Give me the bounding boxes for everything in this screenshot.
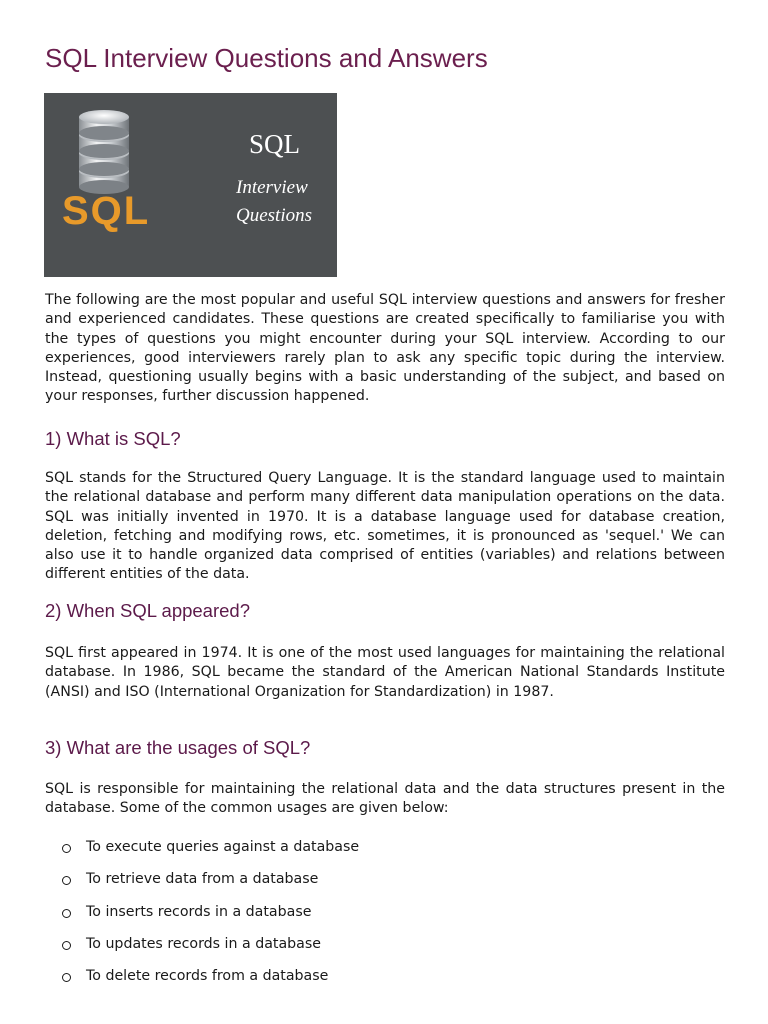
banner-logo-text: SQL	[62, 189, 151, 233]
sql-banner-image	[44, 93, 337, 277]
intro-paragraph: The following are the most popular and useful SQL interview questions and answers for fresher and experienced candidates. These questions are created specifically to familiarise you with the types of questions you might encounter during your SQL interview. According to our experiences, good interviewers rarely plan to ask any specific topic during the interview. Instead, questioning usually begins with a basic understanding of the subject, and based on your responses, further discussion happened.	[45, 292, 725, 405]
circle-bullet-icon	[62, 973, 71, 982]
circle-bullet-icon	[62, 844, 71, 853]
circle-bullet-icon	[62, 876, 71, 885]
list-item-text: To delete records from a database	[86, 968, 329, 985]
section-heading-what-is-sql: 1) What is SQL?	[45, 428, 181, 449]
banner-subtitle-line2: Questions	[236, 205, 312, 226]
section-heading-when-sql-appeared: 2) When SQL appeared?	[45, 600, 250, 621]
list-item	[62, 868, 702, 900]
list-item-text: To retrieve data from a database	[86, 871, 319, 888]
list-item-text: To execute queries against a database	[86, 839, 360, 855]
list-item	[62, 933, 702, 965]
section-paragraph-usages-of-sql: SQL is responsible for maintaining the relational data and the data structures present in the database. Some of the common usages are given below:	[45, 781, 725, 817]
section-heading-usages-of-sql: 3) What are the usages of SQL?	[45, 737, 311, 758]
page-title: SQL Interview Questions and Answers	[45, 43, 488, 73]
list-item	[62, 836, 702, 868]
usage-list	[62, 836, 702, 997]
list-item-text: To updates records in a database	[86, 935, 321, 952]
list-item	[62, 965, 702, 997]
section-paragraph-what-is-sql: SQL stands for the Structured Query Language. It is the standard language used to maintain the relational database and perform many different data manipulation operations on the data. SQL was initially invented in 1970. It is a database language used for database creation, deletion, fetching and modifying rows, etc. sometimes, it is pronounced as 'sequel.' We can also use it to handle organized data comprised of entities (variables) and relations between different entities of the data.	[45, 470, 725, 583]
circle-bullet-icon	[62, 941, 71, 950]
banner-title: SQL	[249, 129, 301, 159]
circle-bullet-icon	[62, 909, 71, 918]
list-item-text: To inserts records in a database	[86, 903, 312, 920]
list-item	[62, 901, 702, 933]
banner-subtitle-line1: Interview	[236, 177, 308, 198]
section-paragraph-when-sql-appeared: SQL first appeared in 1974. It is one of the most used languages for maintaining the relational database. In 1986, SQL became the standard of the American National Standards Institute (ANSI) and ISO (International Organization for Standardization) in 1987.	[45, 645, 725, 700]
